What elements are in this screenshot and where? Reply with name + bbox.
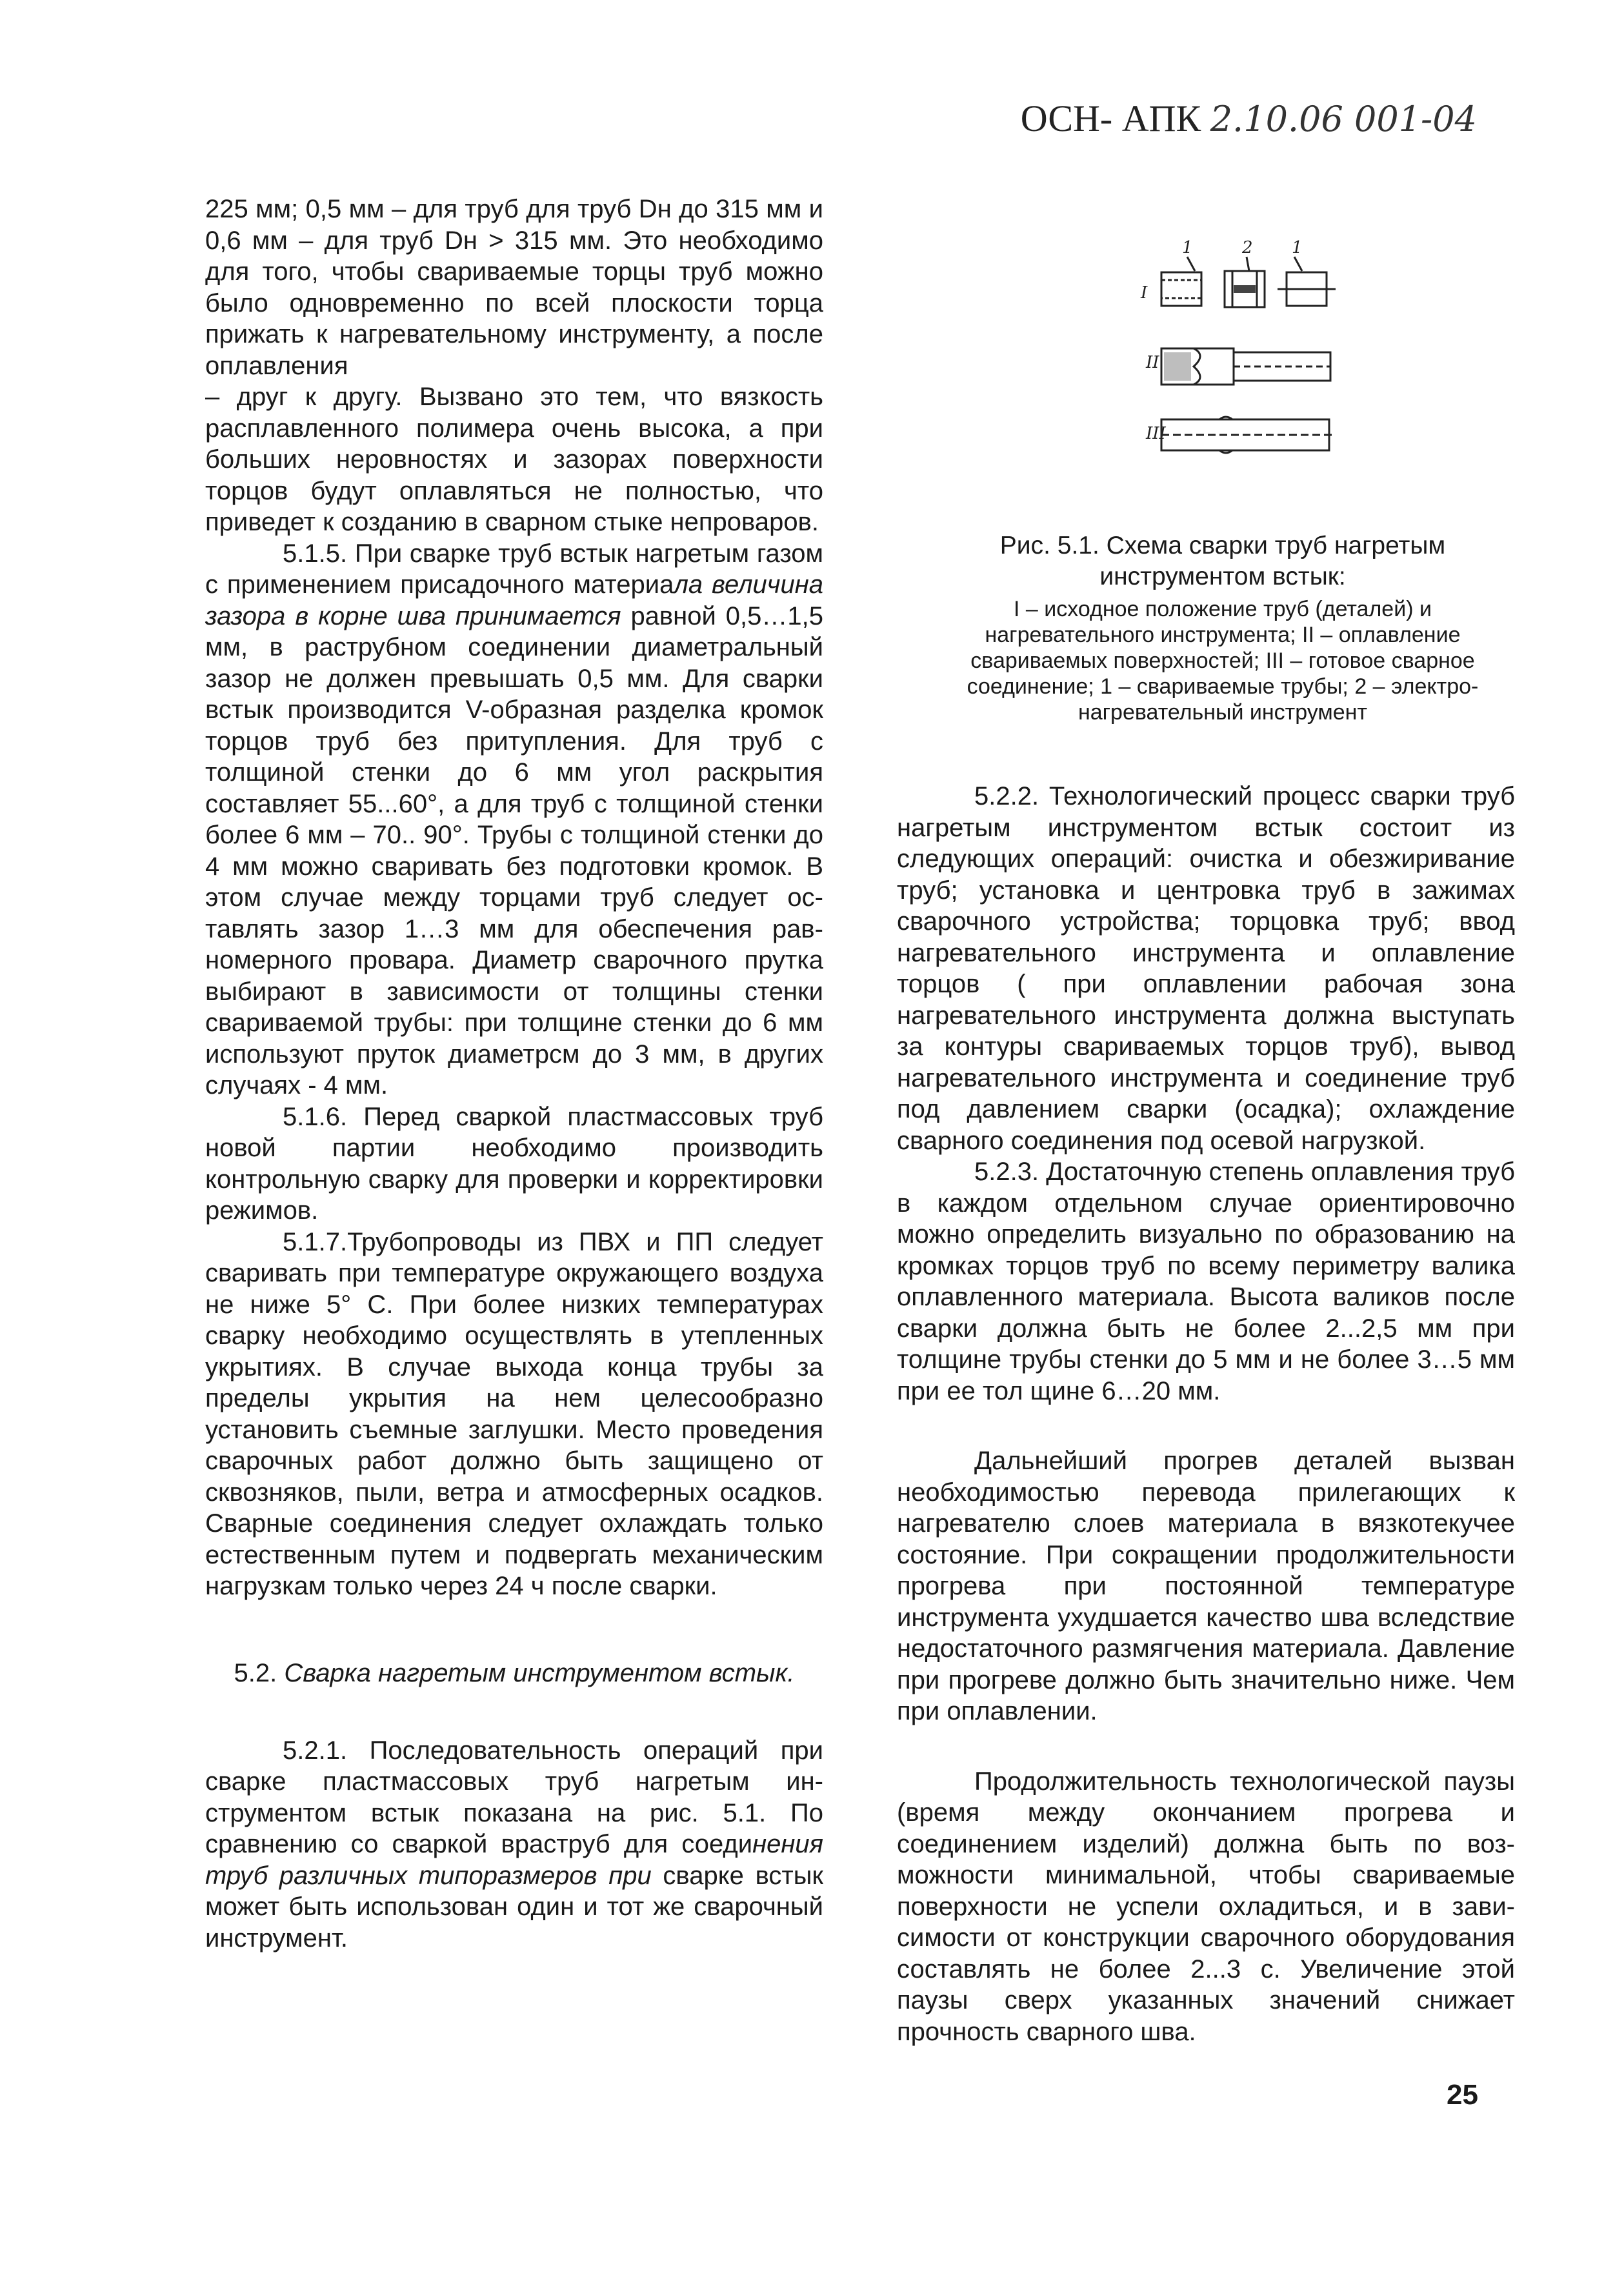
- paragraph-pause: Продолжительность технологической паузы (время между окончанием прогрева и соединением изделий) должна быть по возможности минимальной, чтобы свариваемые поверхности не успели охладиться, и в зависимости от конструкции сварочного оборудования составлять не более 2...3 с. Увеличение этой паузы сверх указанных значений снижает прочность сварного шва.: [897, 1767, 1515, 2046]
- handwritten-code: 2.10.06 001-04: [1210, 99, 1477, 139]
- paragraph-5-2-1: 5.2.1. Последовательность операций при сварке пластмассовых труб нагретым инструментом встык показана на рис. 5.1. По сравнению со сваркой враструб для соединения труб различных типоразмеров при сварке встык может быть использован один и тот же сварочный инструмент.: [205, 1736, 823, 1953]
- figure-row-III: III: [1146, 424, 1166, 443]
- paragraph-heating: Дальнейший прогрев деталей вызван необходимостью перевода прилегающих к нагревателю слоев материала в вязкотекучее состояние. При сокращении продолжительности прогрева при постоянной температуре инструмента ухудшается качество шва вследствие недостаточного размягчения материала. Давление при прогреве должно быть значительно ниже. Чем при оплавлении.: [897, 1447, 1515, 1725]
- figure-label-2: 2: [1242, 238, 1253, 257]
- paragraph-5-2-2: 5.2.2. Технологический процесс сварки труб нагретым инструментом встык состоит из следующих операций: очистка и обезжиривание труб; установка и центровка труб в зажимах сварочного устройства; торцовка труб; ввод нагревательного инструмента и оплавление торцов ( при оплавлении рабочая зона нагревательного инструмента должна выступать за контуры свариваемых торцов труб), вывод нагревательного инструмента и соединение труб под давлением сварки (осадка); охлаждение сварного соединения под осевой нагрузкой.: [897, 782, 1515, 1155]
- figure-caption-body: I – исходное положение труб (деталей) и нагревательного инструмента; II – оплавление свариваемых поверхностей; III – готовое сварное соединение; 1 – свариваемые трубы; 2 – электронагревательный инструмент: [967, 597, 1479, 725]
- page-header: [1021, 97, 1477, 140]
- page-number: 25: [1447, 2079, 1478, 2111]
- paragraph-5-1-5: 5.1.5. При сварке труб встык нагретым газом с применением присадочного материала величина зазора в корне шва принимается равной 0,5…1,5 мм, в раструбном соединении диаметральный зазор не должен превышать 0,5 мм. Для сварки встык производится V-образная разделка кромок торцов труб без притупления. Для труб с толщиной стенки до 6 мм угол раскрытия составляет 55...60°, а для труб с толщиной стенки более 6 мм – 70.. 90°. Трубы с толщиной стенки до 4 мм можно сваривать без подготовки кромок. В этом случае между торцами труб следует оставлять зазор 1…3 мм для обеспечения равномерного провара. Диаметр сварочного прутка выбирают в зависимости от толщины стенки свариваемой трубы: при толщине стенки до 6 мм используют пруток диаметрсм до 3 мм, в других случаях - 4 мм.: [205, 539, 823, 1099]
- figure-row-II: II: [1146, 353, 1159, 372]
- paragraph-5-1-6: 5.1.6. Перед сваркой пластмассовых труб новой партии необходимо производить контрольную сварку для проверки и корректировки режимов.: [205, 1102, 823, 1225]
- paragraph: 225 мм; 0,5 мм – для труб для труб Dн до 315 мм и 0,6 мм – для труб Dн > 315 мм. Это необходимо для того, чтобы свариваемые торцы труб можно было одновременно по всей плоскости торца прижать к нагревательному инструменту, а после оплавления: [205, 195, 823, 380]
- document-code: ОСН- АПК: [1020, 97, 1201, 139]
- figure-caption: [929, 530, 1516, 725]
- right-column: [897, 781, 1515, 2047]
- section-heading: 5.2. Сварка нагретым инструментом встык.: [234, 1658, 795, 1687]
- paragraph: – друг к другу. Вызвано это тем, что вязкость расплавленного полимера очень высока, а при больших неровностях и зазорах поверхности торцов будут оплавляться не полностью, что приведет к созданию в сварном стыке непроваров.: [205, 383, 823, 536]
- welding-scheme-figure: [1123, 226, 1355, 465]
- figure-caption-title: Рис. 5.1. Схема сварки труб нагретым инструментом встык:: [999, 532, 1446, 590]
- figure-label-1b: 1: [1292, 238, 1303, 257]
- figure-label-1a: 1: [1182, 238, 1193, 257]
- welding-scheme-drawing: [1123, 226, 1355, 465]
- left-column: [205, 194, 823, 1954]
- paragraph-5-2-3: 5.2.3. Достаточную степень оплавления труб в каждом отдельном случае ориентировочно можно определить визуально по образованию на кромках торцов труб по всему периметру валика оплавленного материала. Высота валиков после сварки должна быть не более 2...2,5 мм при толщине трубы стенки до 5 мм и не более 3…5 мм при ее тол щине 6…20 мм.: [897, 1158, 1515, 1405]
- paragraph-5-1-7: 5.1.7.Трубопроводы из ПВХ и ПП следует сваривать при температуре окружающего воздуха не ниже 5° С. При более низких температурах сварку необходимо осуществлять в утепленных укрытиях. В случае выхода конца трубы за пределы укрытия на нем целесообразно установить съемные заглушки. Место проведения сварочных работ должно быть защищено от сквозняков, пыли, ветра и атмосферных осадков. Сварные соединения следует охлаждать только естественным путем и подвергать механическим нагрузкам только через 24 ч после сварки.: [205, 1227, 823, 1600]
- figure-row-I: I: [1141, 283, 1148, 303]
